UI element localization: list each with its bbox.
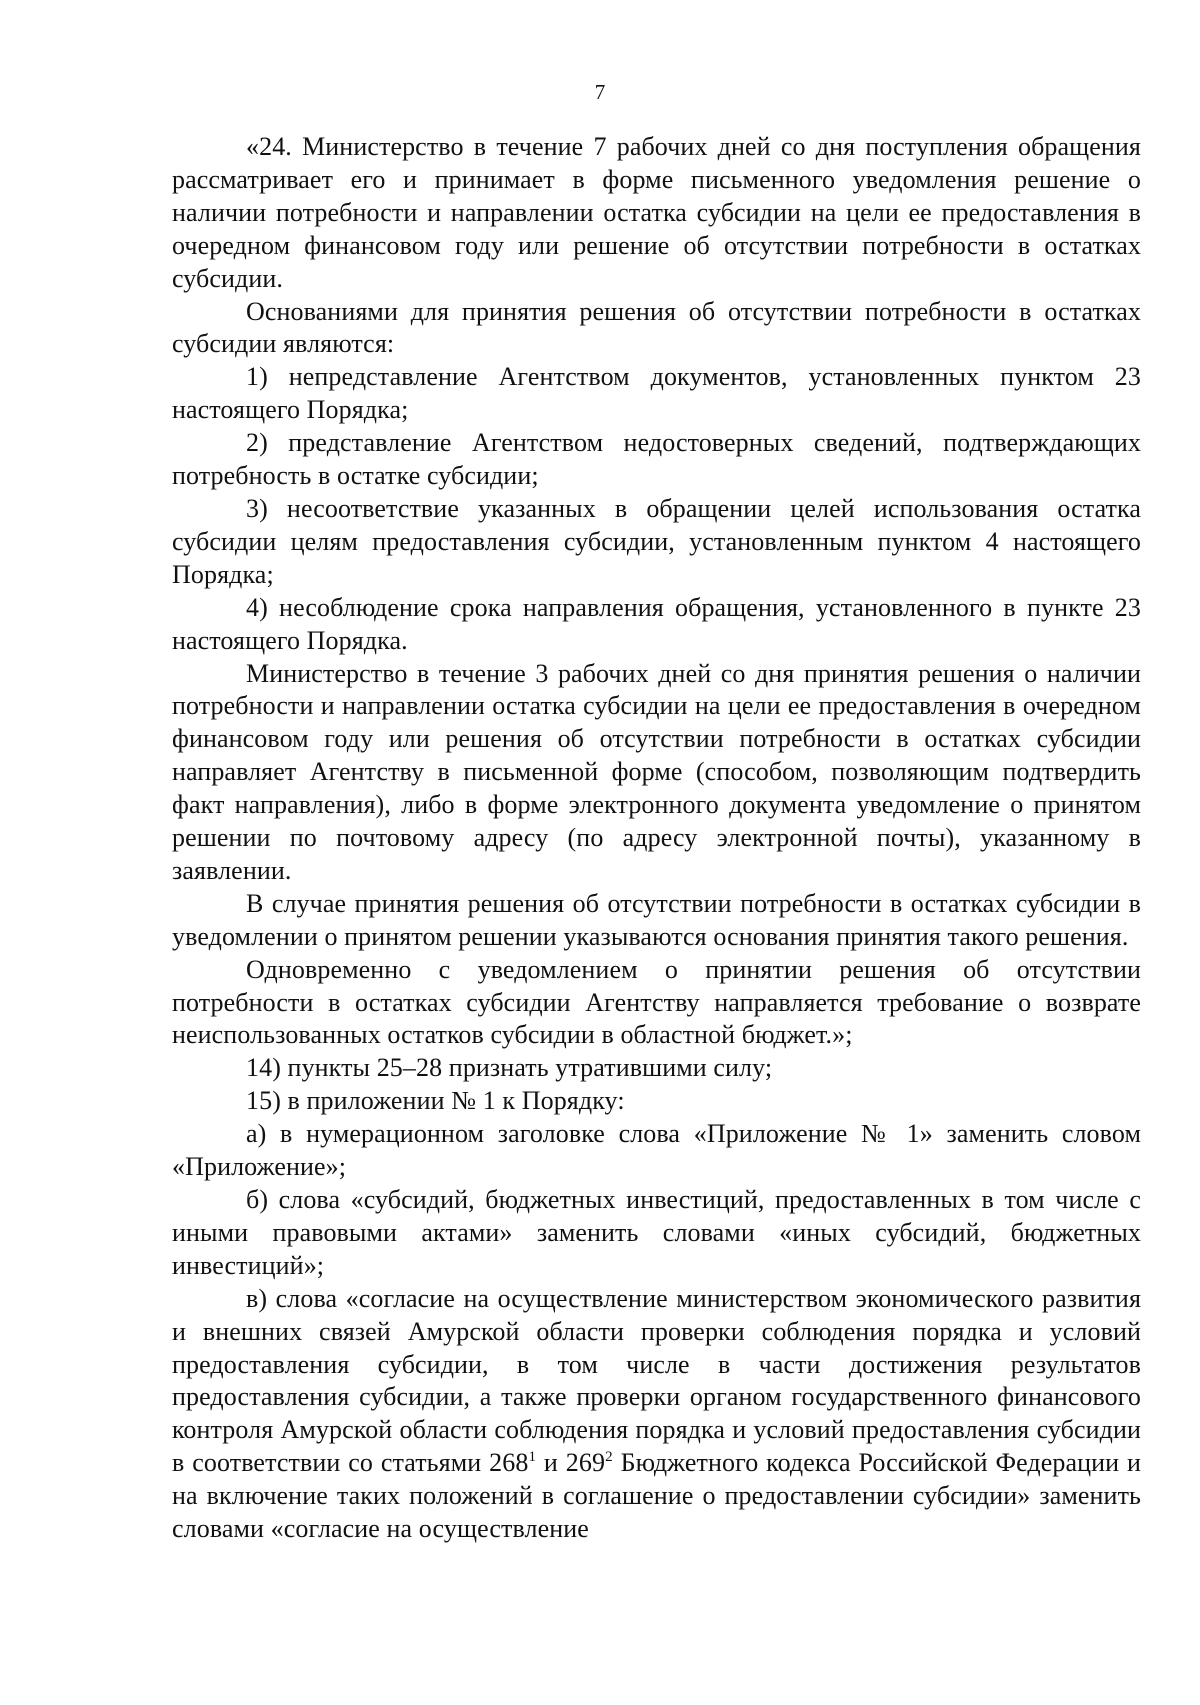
- paragraph-ground-2: 2) представление Агентством недостоверных сведений, подтверждающих потребность в остатке субсидии;: [172, 428, 1141, 491]
- paragraph-notification: Министерство в течение 3 рабочих дней со дня принятия решения о наличии потребности и направлении остатка субсидии на цели ее предоставления в очередном финансовом году или решения об отсутствии потребности в остатках субсидии направляет Агентству в письменной форме (способом, позволяющим подтвердить факт направления), либо в форме электронного документа уведомление о принятом решении по почтовому адресу (по адресу электронной почты), указанному в заявлении.: [172, 658, 1141, 885]
- paragraph-point-15: 15) в приложении № 1 к Порядку:: [246, 1086, 625, 1116]
- document-body: [172, 131, 1141, 1546]
- superscript-article-269: 2: [605, 1449, 613, 1466]
- paragraph-ground-4: 4) несоблюдение срока направления обращения, установленного в пункте 23 настоящего Порядка.: [172, 592, 1141, 655]
- paragraph-item-24: «24. Министерство в течение 7 рабочих дней со дня поступления обращения рассматривает его и принимает в форме письменного уведомления решение о наличии потребности и направлении остатка субсидии на цели ее предоставления в очередном финансовом году или решение об отсутствии потребности в остатках субсидии.: [172, 132, 1141, 293]
- paragraph-ground-1: 1) непредставление Агентством документов, установленных пунктом 23 настоящего Порядка;: [172, 362, 1141, 425]
- paragraph-subpoint-b: б) слова «субсидий, бюджетных инвестиций, предоставленных в том числе с иными правовыми актами» заменить словами «иных субсидий, бюджетных инвестиций»;: [172, 1185, 1141, 1280]
- paragraph-subpoint-a: а) в нумерационном заголовке слова «Приложение № 1» заменить словом «Приложение»;: [172, 1119, 1141, 1182]
- subpoint-v-text-part1: в) слова «согласие на осуществление министерством экономического развития и внешних связей Амурской области проверки соблюдения порядка и условий предоставления субсидии, в том числе в части достижения результатов предоставления субсидии, а также проверки органом государственного финансового контроля Амурской области соблюдения порядка и условий предоставления субсидии в соответствии со статьями 268: [172, 1283, 1141, 1478]
- subpoint-v-text-part3: Бюджетного кодекса Российской Федерации и на включение таких положений в соглашение о предоставлении субсидии» заменить словами «согласие на осуществление: [172, 1448, 1142, 1544]
- paragraph-point-14: 14) пункты 25–28 признать утратившими силу;: [246, 1053, 773, 1083]
- superscript-article-268: 1: [528, 1449, 537, 1466]
- paragraph-grounds-intro: Основаниями для принятия решения об отсутствии потребности в остатках субсидии являются:: [172, 296, 1141, 359]
- subpoint-v-text-part2: и 269: [536, 1448, 606, 1478]
- page-number: 7: [594, 80, 606, 104]
- paragraph-return-demand: Одновременно с уведомлением о принятии решения об отсутствии потребности в остатках субсидии Агентству направляется требование о возврате неиспользованных остатков субсидии в областной бюджет.»;: [172, 954, 1141, 1050]
- paragraph-ground-3: 3) несоответствие указанных в обращении целей использования остатка субсидии целям предоставления субсидии, установленным пунктом 4 настоящего Порядка;: [172, 493, 1141, 589]
- paragraph-refusal-grounds: В случае принятия решения об отсутствии потребности в остатках субсидии в уведомлении о принятом решении указываются основания принятия такого решения.: [172, 888, 1141, 951]
- paragraph-subpoint-v: [172, 1283, 1141, 1546]
